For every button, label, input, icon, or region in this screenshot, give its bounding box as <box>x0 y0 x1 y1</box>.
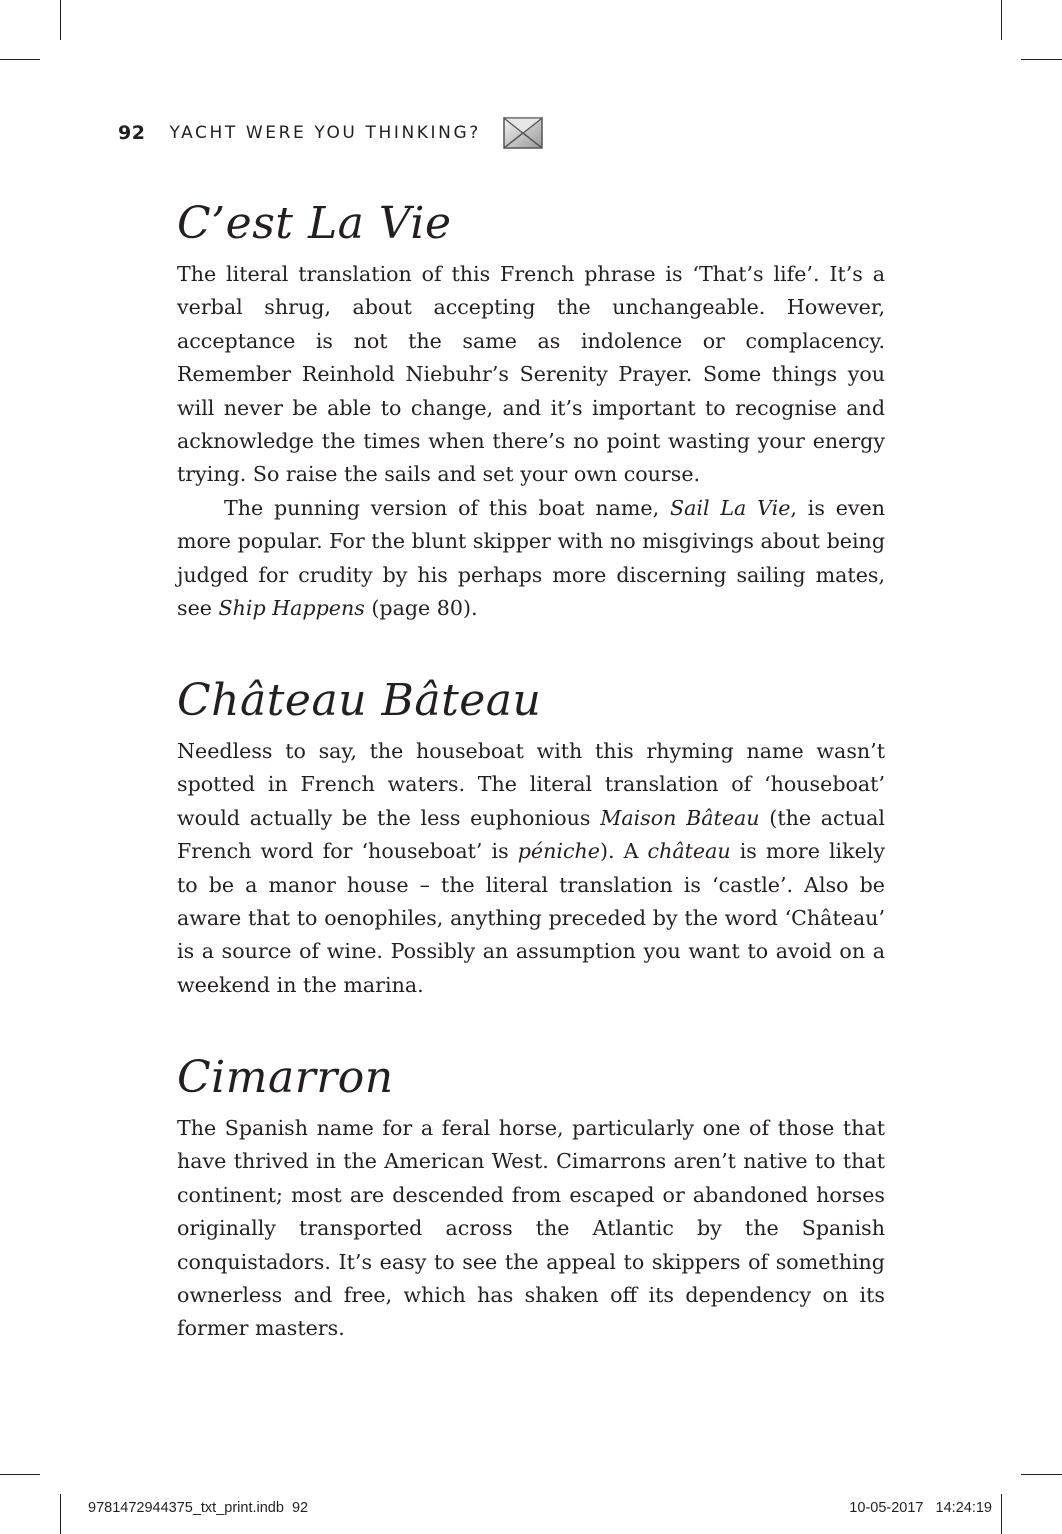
print-slug-file <box>88 1500 308 1522</box>
text-run: (page 80). <box>364 596 478 621</box>
crop-mark <box>1001 0 1002 40</box>
italic-text: Maison Bâteau <box>600 805 760 830</box>
crop-mark <box>0 1474 40 1475</box>
crop-mark <box>0 59 40 60</box>
page-number: 92 <box>118 122 146 144</box>
entry-title: C’est La Vie <box>177 198 452 249</box>
text-run: Needless to say, the houseboat with this rhyming name wasn’t spotted in French waters. The literal translation of ‘houseboat’ would actually be the less euphonious <box>177 739 885 830</box>
entry-cimarron <box>177 1050 885 1346</box>
paragraph <box>177 1112 885 1346</box>
text-run: is more likely to be a manor house – the literal translation is ‘castle’. Also be aware that to oenophiles, anything preceded by the word ‘Château’ is a source of wine. Possibly an assumption you want to avoid on a weekend in the marina. <box>177 839 886 997</box>
italic-text: Sail La Vie <box>669 495 791 520</box>
timestamp: 10-05-2017 14:24:19 <box>849 1500 992 1516</box>
paragraph <box>177 492 885 626</box>
paragraph <box>177 258 885 492</box>
crop-mark <box>1001 1494 1002 1534</box>
envelope-flag-icon <box>503 117 543 149</box>
text-run: , is even more popular. For the blunt skipper with no misgivings about being judged for crudity by his perhaps more discerning sailing mates, see <box>177 495 885 621</box>
file-name: 9781472944375_txt_print.indb <box>88 1500 284 1516</box>
text-run: The literal translation of this French phrase is ‘That’s life’. It’s a verbal shrug, about accepting the unchangeable. However, acceptance is not the same as indolence or complacency. Remember Reinhold Niebuhr’s Serenity Prayer. Some things you will never be able to change, and it’s important to recognise and acknowledge the times when there’s no point wasting your energy trying. So raise the sails and set your own course. <box>177 262 885 487</box>
text-run: (the actual French word for ‘houseboat’ is <box>177 805 885 864</box>
paragraph <box>177 735 885 1002</box>
running-head <box>118 118 543 148</box>
italic-text: château <box>647 839 731 864</box>
entry-title: Cimarron <box>177 1052 394 1103</box>
book-title: YACHT WERE YOU THINKING? <box>169 123 481 143</box>
crop-mark <box>60 0 61 40</box>
file-page: 92 <box>291 1500 309 1516</box>
text-run: The punning version of this boat name, <box>224 495 670 520</box>
entry-title: Château Bâteau <box>177 675 542 726</box>
entry-chateau-bateau <box>177 673 885 1002</box>
text-run: The Spanish name for a feral horse, particularly one of those that have thrived in the American West. Cimarrons aren’t native to that continent; most are descended from escaped or abandoned horses originally transported across the Atlantic by the Spanish conquistadors. It’s easy to see the appeal to skippers of something ownerless and free, which has shaken off its dependency on its former masters. <box>177 1116 885 1341</box>
crop-mark <box>60 1494 61 1534</box>
crop-mark <box>1021 59 1062 60</box>
print-slug-timestamp <box>849 1500 992 1522</box>
italic-text: péniche <box>517 839 600 864</box>
italic-text: Ship Happens <box>218 596 365 621</box>
crop-mark <box>1021 1474 1062 1475</box>
text-run: ). A <box>599 839 648 864</box>
entry-cest-la-vie <box>177 196 885 625</box>
